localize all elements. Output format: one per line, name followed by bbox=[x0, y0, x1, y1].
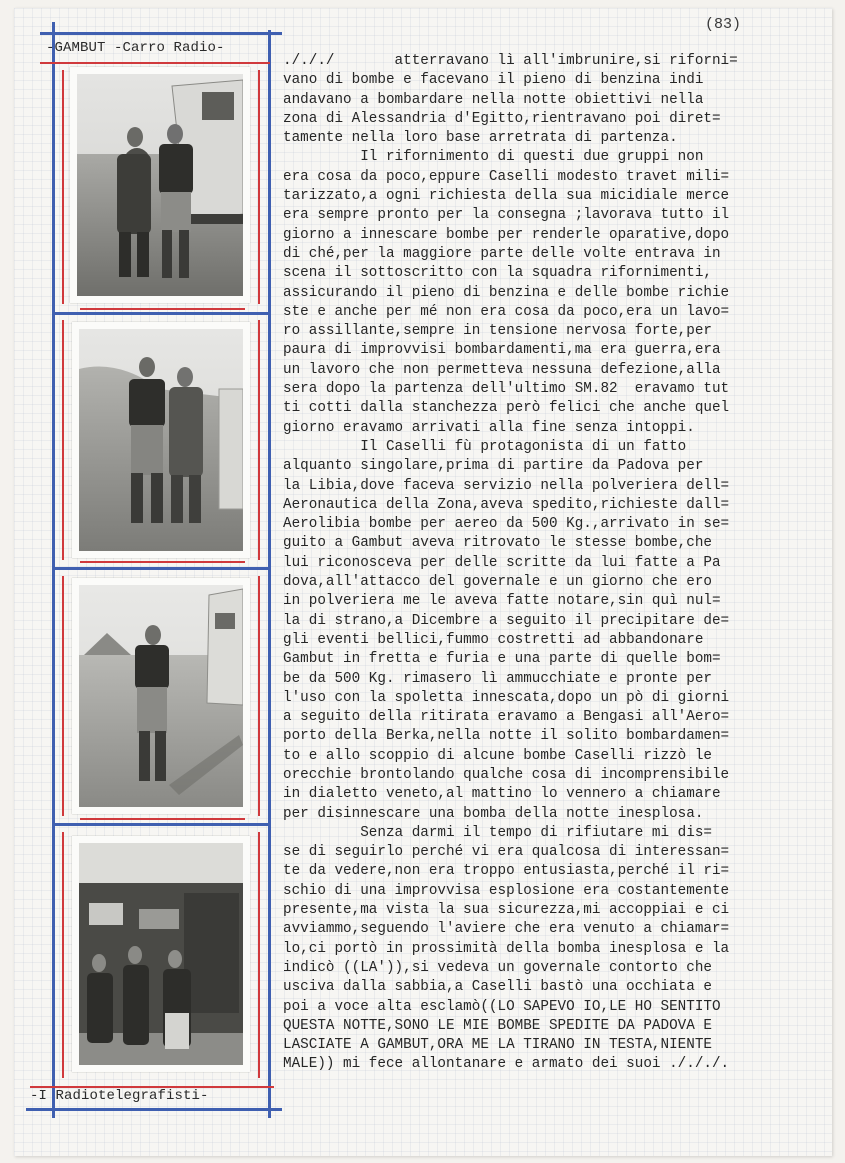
text-line: LASCIATE A GAMBUT,ORA ME LA TIRANO IN TESTA,NIENTE bbox=[283, 1037, 712, 1054]
text-line: ./././ atterravano lì all'imbrunire,si riforni= bbox=[283, 53, 738, 69]
photo-two-men-by-radio-truck bbox=[70, 67, 250, 303]
text-line: te da vedere,non era troppo entusiasta,perché il ri= bbox=[283, 863, 730, 880]
text-line: ste e anche per mé non era cosa da poco,era un lavo= bbox=[283, 303, 730, 320]
text-line: assicurando il pieno di benzina e delle bombe richie bbox=[283, 284, 730, 301]
caption-top: -GAMBUT -Carro Radio- bbox=[46, 40, 225, 56]
text-line: ti cotti dalla stanchezza però felici che anche quel bbox=[283, 400, 730, 417]
text-line: tarizzato,a ogni richiesta della sua micidiale merce bbox=[283, 188, 730, 205]
text-line: indicò ((LA')),si vedeva un governale contorto che bbox=[283, 959, 712, 976]
text-line: guito a Gambut aveva ritrovato le stesse bombe,che bbox=[283, 535, 712, 552]
text-line: schio di una improvvisa esplosione era costantemente bbox=[283, 882, 730, 899]
typewritten-text bbox=[283, 52, 823, 1075]
text-line: l'uso con la spoletta innescata,dopo un pò di giorni bbox=[283, 689, 730, 706]
text-line: Il Caselli fù protagonista di un fatto bbox=[283, 438, 687, 455]
text-line: lo,ci portò in prossimità della bomba inesplosa e la bbox=[283, 940, 730, 957]
text-line: andavano a bombardare nella notte obiettivi nella bbox=[283, 91, 704, 108]
text-line: dova,all'attacco del governale e un giorno che ero bbox=[283, 574, 712, 591]
text-line: Senza darmi il tempo di rifiutare mi dis= bbox=[283, 824, 712, 841]
caption-bottom: -I Radiotelegrafisti- bbox=[30, 1088, 209, 1104]
text-line: paura di improvvisi bombardamenti,ma era guerra,era bbox=[283, 342, 721, 359]
text-line: orecchie brontolando qualche cosa di incomprensibile bbox=[283, 766, 730, 783]
photo-group-by-truck bbox=[72, 836, 250, 1072]
text-line: Aeronautica della Zona,aveva spedito,richieste dall= bbox=[283, 496, 730, 513]
text-line: usciva dalla sabbia,a Caselli bastò una occhiata e bbox=[283, 979, 712, 996]
text-line: vano di bombe e facevano il pieno di benzina indi bbox=[283, 72, 704, 89]
text-line: se di seguirlo perché vi era qualcosa di interessan= bbox=[283, 844, 730, 861]
photo-two-men-in-desert bbox=[72, 322, 250, 558]
text-line: in dialetto veneto,al mattino lo vennero a chiamare bbox=[283, 786, 721, 803]
text-line: gli eventi bellici,fummo costretti ad abbandonare bbox=[283, 631, 704, 648]
text-line: alquanto singolare,prima di partire da Padova per bbox=[283, 458, 704, 475]
text-line: zona di Alessandria d'Egitto,rientravano poi diret= bbox=[283, 110, 721, 127]
text-line: to e allo scoppio di alcune bombe Caselli rizzò le bbox=[283, 747, 712, 764]
text-line: be da 500 Kg. rimasero lì ammucchiate e pronte per bbox=[283, 670, 712, 687]
text-line: Il rifornimento di questi due gruppi non bbox=[283, 149, 704, 166]
text-line: lui riconosceva per delle scritte da lui fatte a Pa bbox=[283, 554, 721, 571]
text-line: la di strano,a Dicembre a seguito il precipitare de= bbox=[283, 612, 730, 629]
text-line: poi a voce alta esclamò((LO SAPEVO IO,LE HO SENTITO bbox=[283, 998, 721, 1015]
text-line: per disinnescare una bomba della notte inesplosa. bbox=[283, 805, 704, 822]
text-line: di ché,per la maggiore parte delle volte entrava in bbox=[283, 245, 721, 262]
page-number: (83) bbox=[705, 16, 742, 33]
text-line: presente,ma vista la sua sicurezza,mi accoppiai e ci bbox=[283, 902, 730, 919]
text-line: la Libia,dove faceva servizio nella polveriera dell= bbox=[283, 477, 730, 494]
text-line: Gambut in fretta e furia e una parte di quelle bom= bbox=[283, 651, 721, 668]
text-line: porto della Berka,nella notte il solito bombardamen= bbox=[283, 728, 730, 745]
text-line: era sempre pronto per la consegna ;lavorava tutto il bbox=[283, 207, 730, 224]
text-line: avviammo,seguendo l'aviere che era venuto a chiamar= bbox=[283, 921, 730, 938]
text-line: un lavoro che non permetteva nessuna defezione,alla bbox=[283, 361, 721, 378]
text-line: ro assillante,sempre in tensione nervosa forte,per bbox=[283, 323, 712, 340]
text-line: sera dopo la partenza dell'ultimo SM.82 eravamo tut bbox=[283, 381, 730, 398]
text-line: a seguito della ritirata eravamo a Bengasi all'Aero= bbox=[283, 709, 730, 726]
text-line: scena il sottoscritto con la squadra rifornimenti, bbox=[283, 265, 712, 282]
text-line: MALE)) mi fece allontanare e armato dei suoi ./././. bbox=[283, 1056, 730, 1073]
text-line: tamente nella loro base arretrata di partenza. bbox=[283, 130, 678, 147]
text-line: giorno eravamo arrivati alla fine senza intoppi. bbox=[283, 419, 695, 436]
text-line: in polveriera me le aveva fatte notare,sin quì nul= bbox=[283, 593, 721, 610]
photo-man-by-tent bbox=[72, 578, 250, 814]
text-line: QUESTA NOTTE,SONO LE MIE BOMBE SPEDITE DA PADOVA E bbox=[283, 1017, 712, 1034]
text-line: era cosa da poco,eppure Caselli modesto travet mili= bbox=[283, 168, 730, 185]
text-line: Aerolibia bombe per aereo da 500 Kg.,arrivato in se= bbox=[283, 516, 730, 533]
text-line: giorno a innescare bombe per renderle oparative,dopo bbox=[283, 226, 730, 243]
